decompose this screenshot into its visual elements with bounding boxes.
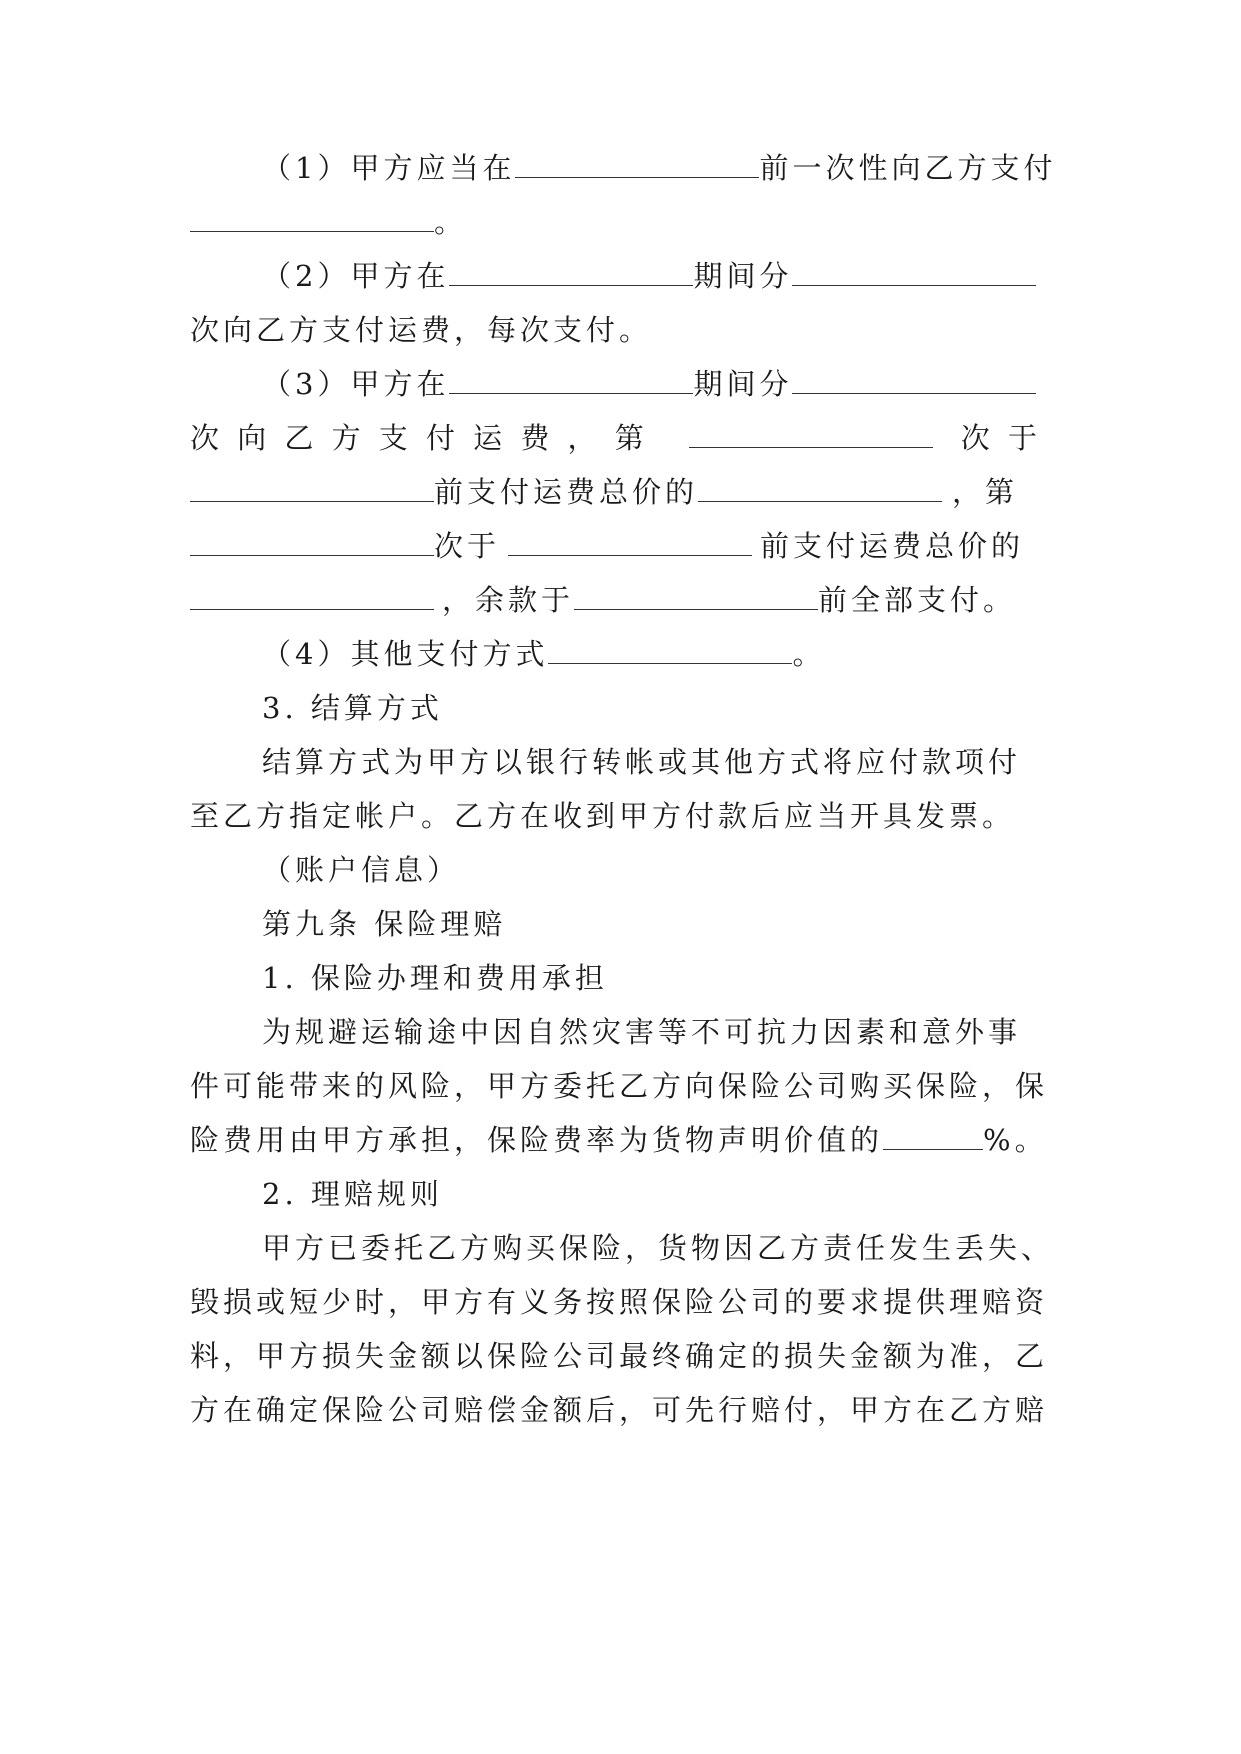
clause-payment-4: [262, 631, 1055, 677]
text: 2. 理赔规则: [262, 1177, 443, 1211]
paragraph-claims-3: [190, 1333, 1055, 1379]
text: 第九条 保险理赔: [262, 907, 507, 941]
text: （3）甲方在: [262, 367, 450, 401]
text: （1）甲方应当在: [262, 151, 516, 185]
text: 毁损或短少时，甲方有义务按照保险公司的要求提供理赔资: [190, 1285, 1049, 1319]
text: ，余款于: [442, 583, 575, 617]
paragraph-claims-4: [190, 1387, 1055, 1433]
text: 。: [792, 637, 826, 671]
text: ，第: [952, 475, 1019, 509]
text: 前支付运费总价的: [760, 529, 1025, 563]
clause-payment-3-cont-1: [190, 415, 1055, 461]
text: 至乙方指定帐户。乙方在收到甲方付款后应当开具发票。: [190, 799, 1016, 833]
section-heading-claims: [262, 1171, 1055, 1217]
text: 1. 保险办理和费用承担: [262, 961, 608, 995]
blank-field: [515, 147, 759, 178]
text: （账户信息）: [262, 853, 461, 887]
text: 甲方已委托乙方购买保险，货物因乙方责任发生丢失、: [262, 1231, 1055, 1265]
text: 次向乙方支付运费，每次支付。: [190, 313, 653, 347]
blank-field: [190, 201, 434, 232]
blank-field: [449, 363, 693, 394]
text: （2）甲方在: [262, 259, 450, 293]
blank-field: [190, 471, 434, 502]
text: 3. 结算方式: [262, 691, 443, 725]
text: （4）其他支付方式: [262, 637, 549, 671]
article-heading-insurance: [262, 901, 1055, 947]
section-heading-insurance: [262, 955, 1055, 1001]
clause-payment-3-cont-4: [190, 577, 1055, 623]
blank-field: [883, 1119, 983, 1150]
blank-field: [508, 525, 752, 556]
clause-payment-3: [262, 361, 1055, 407]
text: 前一次性向乙方支付: [759, 151, 1057, 185]
paragraph-claims-1: [262, 1225, 1055, 1271]
text: 险费用由甲方承担，保险费率为货物声明价值的: [190, 1123, 884, 1157]
clause-payment-3-cont-3: [190, 523, 1055, 569]
paragraph-insurance-1: [262, 1009, 1055, 1055]
clause-payment-1-cont: [190, 199, 1055, 245]
clause-payment-2-cont: [190, 307, 1055, 353]
account-info-label: [262, 847, 1055, 893]
blank-field: [792, 255, 1036, 286]
blank-field: [190, 579, 434, 610]
text: 次于: [960, 421, 1055, 455]
blank-field: [190, 525, 434, 556]
paragraph-settlement-2: [190, 793, 1055, 839]
text: 期间分: [693, 259, 793, 293]
blank-field: [548, 633, 792, 664]
paragraph-settlement-1: [262, 739, 1055, 785]
text: 期间分: [693, 367, 793, 401]
blank-field: [574, 579, 818, 610]
blank-field: [449, 255, 693, 286]
text: 。: [434, 205, 468, 239]
paragraph-claims-2: [190, 1279, 1055, 1325]
text: 前支付运费总价的: [434, 475, 699, 509]
text: 次向乙方支付运费，第: [190, 421, 662, 455]
blank-field: [698, 471, 942, 502]
text: 方在确定保险公司赔偿金额后，可先行赔付，甲方在乙方赔: [190, 1393, 1049, 1427]
text: 料，甲方损失金额以保险公司最终确定的损失金额为准，乙: [190, 1339, 1049, 1373]
blank-field: [689, 417, 933, 448]
text: 为规避运输途中因自然灾害等不可抗力因素和意外事: [262, 1015, 1022, 1049]
blank-field: [792, 363, 1036, 394]
paragraph-insurance-3: [190, 1117, 1055, 1163]
text: %。: [983, 1123, 1048, 1157]
clause-payment-1: [262, 145, 1055, 191]
text: 次于: [434, 529, 501, 563]
clause-payment-3-cont-2: [190, 469, 1055, 515]
clause-payment-2: [262, 253, 1055, 299]
text: 件可能带来的风险，甲方委托乙方向保险公司购买保险，保: [190, 1069, 1049, 1103]
paragraph-insurance-2: [190, 1063, 1055, 1109]
text: 前全部支付。: [818, 583, 1017, 617]
section-heading-settlement: [262, 685, 1055, 731]
text: 结算方式为甲方以银行转帐或其他方式将应付款项付: [262, 745, 1022, 779]
